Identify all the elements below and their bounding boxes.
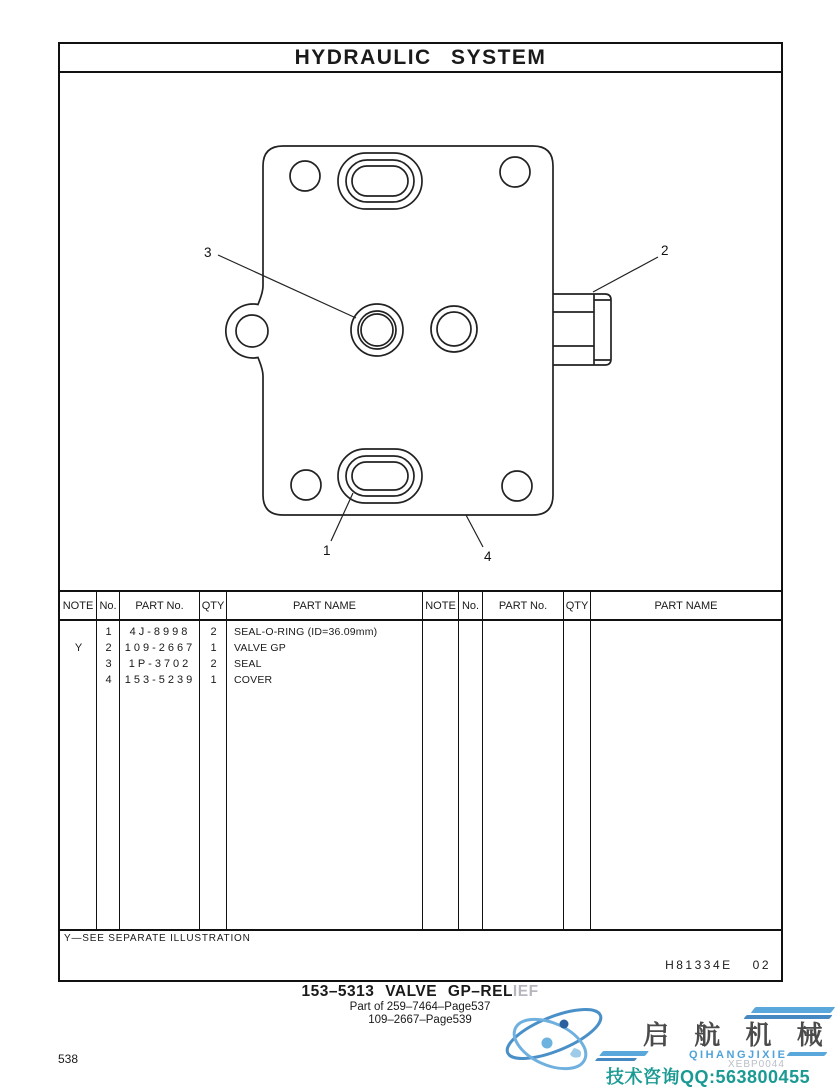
cell-part-no: 4J-8998 [129, 626, 191, 638]
cell-note [60, 672, 97, 688]
table-footnote: Y—SEE SEPARATE ILLUSTRATION [64, 933, 251, 944]
page-header [60, 44, 781, 73]
watermark [500, 1002, 840, 1088]
col-header-partno: PART No. [120, 592, 200, 619]
doc-code-number: H81334E [665, 958, 733, 972]
cell-no: 3 [105, 658, 112, 670]
cell-no: 1 [105, 626, 112, 638]
cell-part-name: COVER [234, 674, 273, 686]
parent-reference: Part of 259–7464–Page537 [349, 1001, 491, 1013]
cell-part-name: VALVE GP [234, 642, 286, 654]
child-reference: 109–2667–Page539 [368, 1014, 472, 1026]
doc-code [665, 958, 771, 972]
plug-port-rings [431, 306, 477, 352]
qihang-atom-logo [500, 1002, 620, 1086]
swoosh-bar [599, 1051, 649, 1056]
table-row [60, 624, 781, 640]
col-header-no-2: No. [459, 592, 483, 619]
cell-qty: 1 [210, 674, 217, 686]
sheet-border [58, 42, 783, 982]
col-header-partno-2: PART No. [483, 592, 564, 619]
watermark-code: XEBP0044 [728, 1059, 785, 1070]
top-port-seal [338, 153, 422, 209]
callout-4-leader [466, 515, 483, 547]
callout-2-label: 2 [661, 243, 669, 258]
callout-1-leader [331, 493, 353, 541]
table-row [60, 672, 781, 688]
table-rows [60, 624, 781, 688]
parts-table-body [60, 621, 781, 929]
table-row [60, 640, 781, 656]
callout-2-leader [593, 257, 658, 292]
doc-code-revision: 02 [752, 958, 771, 972]
parts-table-header [60, 590, 781, 621]
cell-no: 2 [105, 642, 112, 654]
callout-3-label: 3 [204, 245, 212, 260]
cell-part-no: 109-2667 [124, 642, 196, 654]
cell-qty: 1 [210, 642, 217, 654]
watermark-brand: 启 航 机 械 [643, 1020, 832, 1050]
col-header-qty: QTY [200, 592, 227, 619]
cell-note: Y [74, 642, 83, 654]
bolt-hole-bottom-left [291, 470, 321, 500]
cell-note [60, 624, 97, 640]
col-header-note-2: NOTE [423, 592, 459, 619]
bolt-hole-top-right [500, 157, 530, 187]
page-title: HYDRAULIC SYSTEM [294, 45, 547, 69]
table-row [60, 656, 781, 672]
cell-no: 4 [105, 674, 112, 686]
col-header-note: NOTE [60, 592, 97, 619]
bottom-port-seal [338, 449, 422, 503]
bolt-hole-bottom-right [502, 471, 532, 501]
col-header-partname: PART NAME [227, 592, 423, 619]
cell-part-no: 1P-3702 [128, 658, 192, 670]
swoosh-bar [786, 1052, 827, 1056]
col-header-qty-2: QTY [564, 592, 591, 619]
cell-part-name: SEAL [234, 658, 262, 670]
cell-qty: 2 [210, 626, 217, 638]
page-number: 538 [58, 1052, 79, 1066]
electron-dot-light [542, 1038, 553, 1049]
watermark-brand-latin: QIHANGJIXIE [689, 1049, 788, 1061]
col-header-no: No. [97, 592, 120, 619]
callout-4-label: 4 [484, 549, 492, 564]
drawing-area [60, 73, 781, 590]
cell-note [60, 656, 97, 672]
cell-part-name: SEAL-O-RING (ID=36.09mm) [234, 626, 378, 638]
callout-1-label: 1 [323, 543, 331, 558]
valve-cover-drawing [60, 73, 781, 590]
electron-dot-dark [560, 1020, 569, 1029]
cell-qty: 2 [210, 658, 217, 670]
drawing-title [0, 983, 840, 1001]
orbit-fragment [570, 1048, 581, 1058]
cell-part-no: 153-5239 [124, 674, 196, 686]
drawing-title-main: 153–5313 VALVE GP–REL [301, 983, 513, 1000]
watermark-contact: 技术咨询QQ:563800455 [606, 1067, 811, 1087]
relief-port-rings [351, 304, 403, 356]
swoosh-bar [751, 1007, 836, 1013]
swoosh-bar [595, 1058, 637, 1061]
bolt-hole-top-left [290, 161, 320, 191]
col-header-partname-2: PART NAME [654, 599, 718, 612]
footnote-area [60, 929, 781, 978]
drawing-title-faded: IEF [512, 983, 539, 1000]
side-fitting [553, 294, 611, 365]
mount-tab-hole [236, 315, 268, 347]
